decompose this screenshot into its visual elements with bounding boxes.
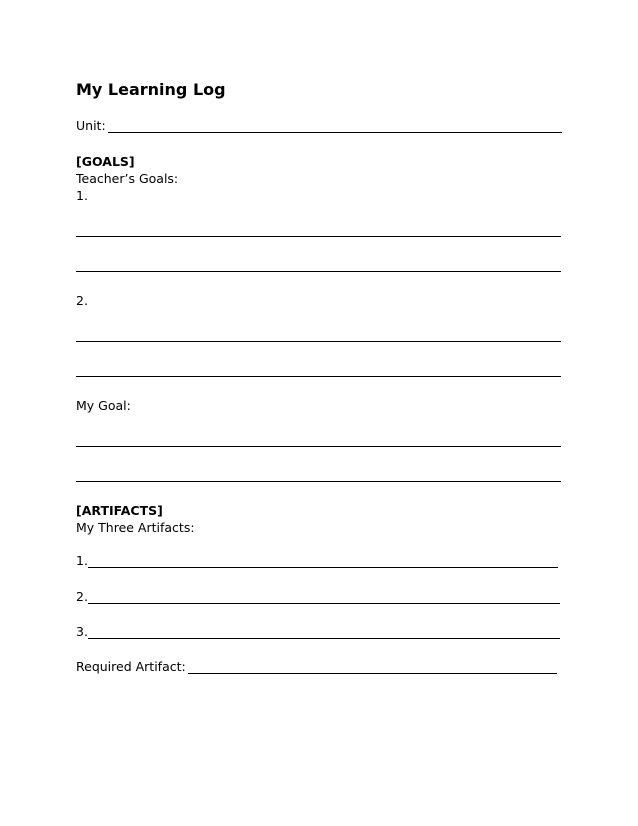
- artifact-2-label: 2.: [76, 589, 88, 604]
- goal-2-line-1[interactable]: [76, 341, 561, 342]
- unit-input-line[interactable]: [108, 132, 562, 133]
- artifact-3-line[interactable]: [88, 638, 560, 639]
- my-goal-label: My Goal:: [76, 398, 131, 413]
- required-artifact-line[interactable]: [188, 673, 557, 674]
- goals-heading: [GOALS]: [76, 154, 135, 169]
- artifacts-subheading: My Three Artifacts:: [76, 520, 195, 535]
- required-artifact-label: Required Artifact:: [76, 659, 186, 674]
- teachers-goals-label: Teacher’s Goals:: [76, 171, 179, 186]
- artifacts-heading: [ARTIFACTS]: [76, 503, 163, 518]
- goal-1-label: 1.: [76, 188, 88, 203]
- page-title: My Learning Log: [76, 80, 226, 99]
- artifact-3-label: 3.: [76, 624, 88, 639]
- artifact-2-line[interactable]: [88, 603, 560, 604]
- goal-1-line-1[interactable]: [76, 236, 561, 237]
- my-goal-line-1[interactable]: [76, 446, 561, 447]
- artifact-1-line[interactable]: [88, 567, 558, 568]
- goal-2-line-2[interactable]: [76, 376, 561, 377]
- unit-label: Unit:: [76, 118, 106, 133]
- goal-2-label: 2.: [76, 293, 88, 308]
- my-goal-line-2[interactable]: [76, 481, 561, 482]
- artifact-1-label: 1.: [76, 553, 88, 568]
- goal-1-line-2[interactable]: [76, 271, 561, 272]
